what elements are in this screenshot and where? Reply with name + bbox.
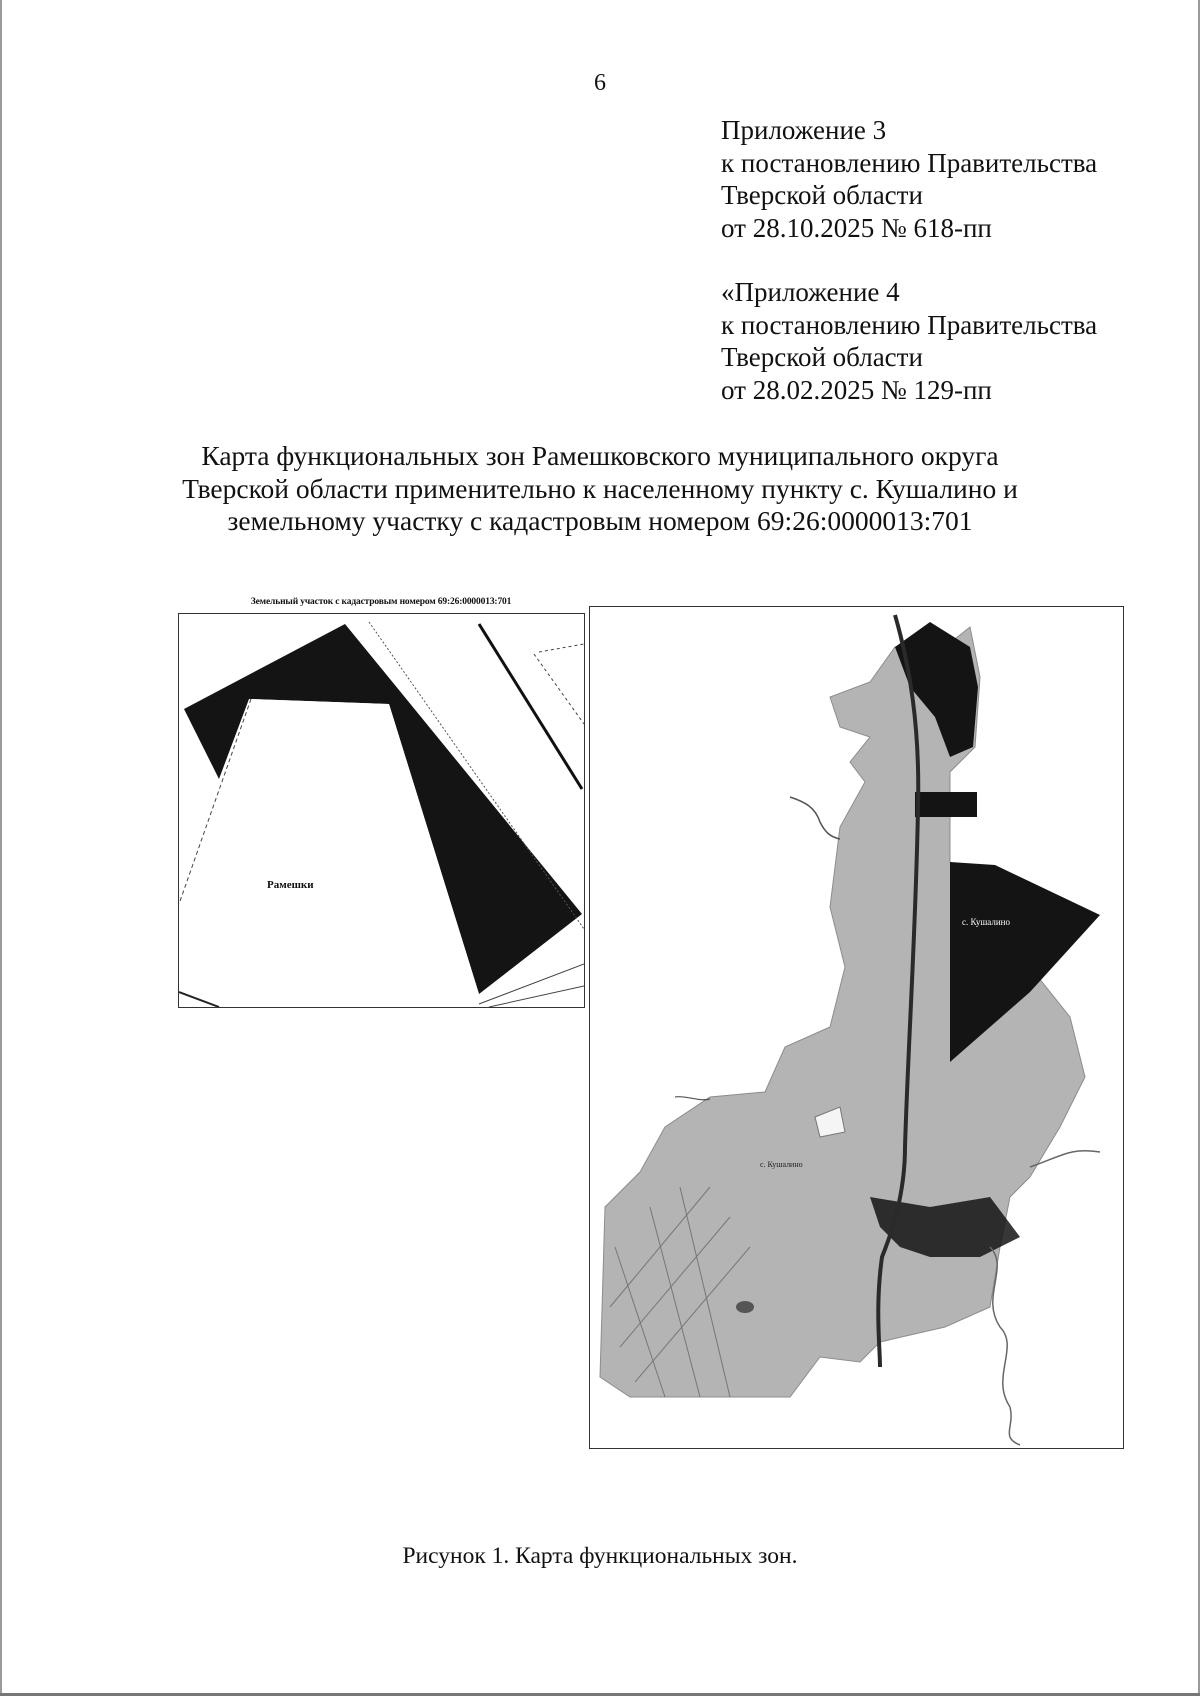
river-west bbox=[675, 1097, 710, 1100]
appendix-4-line-1: «Приложение 4 bbox=[721, 277, 900, 307]
inset-boundary-line bbox=[489, 986, 584, 1007]
zone-dark-strip bbox=[915, 792, 977, 817]
appendix-3-line-1: Приложение 3 bbox=[721, 115, 887, 145]
main-map-svg bbox=[590, 607, 1123, 1448]
settlement-label: с. Кушалино bbox=[962, 917, 1010, 927]
figure-caption: Рисунок 1. Карта функциональных зон. bbox=[402, 1543, 798, 1569]
appendix-3-line-3: Тверской области bbox=[721, 180, 923, 210]
inset-speck bbox=[404, 833, 407, 836]
inset-speck bbox=[428, 863, 430, 865]
page-edge-left bbox=[0, 0, 2, 1696]
inset-boundary-line bbox=[539, 644, 584, 652]
zone-gray-area bbox=[600, 627, 1085, 1397]
title-line-3: земельному участку с кадастровым номером 69:26:0000013:701 bbox=[227, 505, 973, 536]
appendix-4-line-3: Тверской области bbox=[721, 342, 923, 372]
title-line-1: Карта функциональных зон Рамешковского муниципального округа bbox=[201, 440, 999, 471]
river-north bbox=[790, 797, 840, 839]
inset-map-svg bbox=[179, 614, 584, 1007]
pond bbox=[736, 1301, 754, 1313]
inset-road-line bbox=[479, 624, 582, 789]
village-label: с. Кушалино bbox=[760, 1160, 803, 1169]
appendix-3-line-2: к постановлению Правительства bbox=[721, 147, 1098, 178]
inset-map bbox=[178, 613, 585, 1008]
inset-speck bbox=[390, 763, 392, 765]
appendix-3-block bbox=[721, 114, 1097, 244]
appendix-3-line-4: от 28.10.2025 № 618-пп bbox=[721, 212, 992, 243]
inset-boundary-line bbox=[534, 654, 584, 724]
main-map bbox=[589, 606, 1124, 1449]
appendix-4-line-4: от 28.02.2025 № 129-пп bbox=[721, 374, 992, 405]
title-line-2: Тверской области применительно к населенному пункту с. Кушалино и bbox=[182, 472, 1018, 504]
page-number: 6 bbox=[594, 70, 606, 96]
document-title bbox=[0, 440, 1200, 538]
inset-speck bbox=[380, 733, 383, 736]
appendix-4-line-2: к постановлению Правительства bbox=[721, 309, 1098, 340]
inset-map-caption: Земельный участок с кадастровым номером 69:26:0000013:701 bbox=[250, 597, 512, 607]
inset-place-label: Рамешки bbox=[267, 879, 314, 891]
appendix-4-block bbox=[721, 276, 1097, 406]
